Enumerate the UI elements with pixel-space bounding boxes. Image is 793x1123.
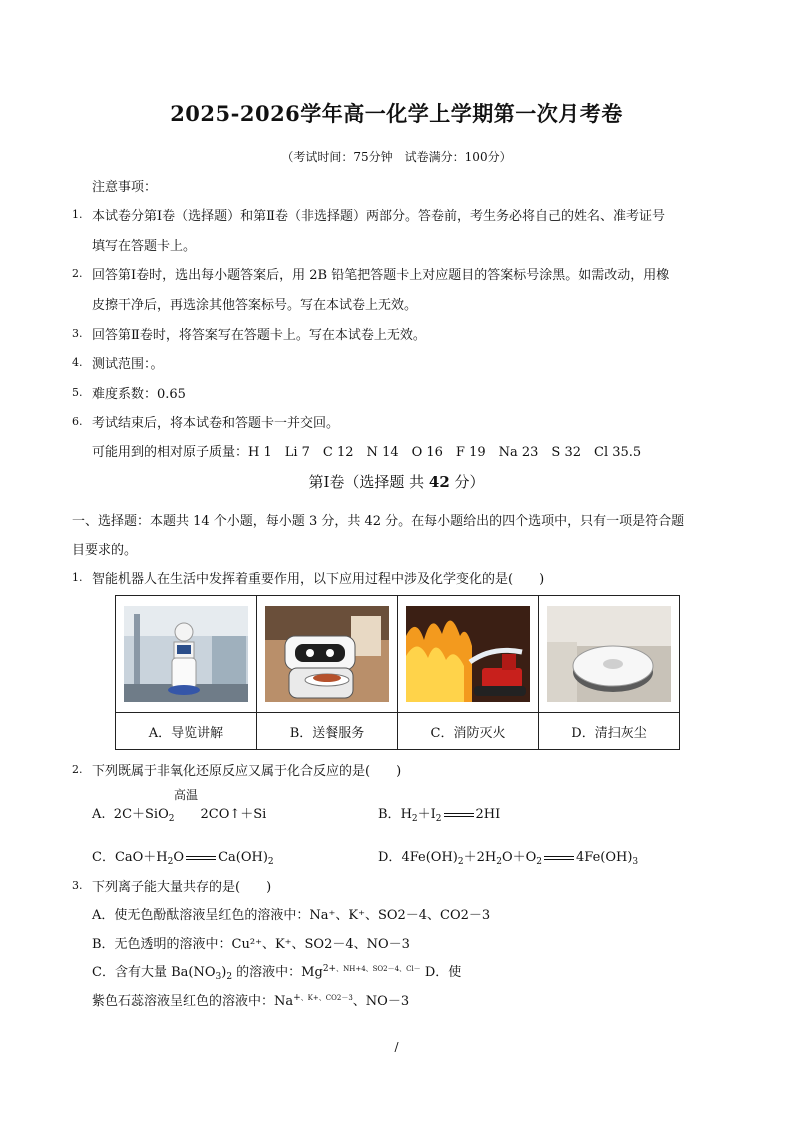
subscript: 2 bbox=[435, 814, 442, 824]
equation-text: 4Fe(OH) bbox=[401, 850, 458, 865]
notice-text: 考试结束后，将本试卷和答题卡一并交回。 bbox=[92, 416, 340, 431]
notice-number: 4. bbox=[72, 356, 83, 369]
q3-option-b: B．无色透明的溶液中：Cu²⁺、K⁺、SO2－4、NO－3 bbox=[92, 937, 410, 952]
delivery-robot-picture bbox=[265, 606, 389, 702]
section-score: 42 bbox=[428, 473, 450, 491]
equation-text: CaO＋H bbox=[114, 850, 168, 865]
notice-text: 皮擦干净后，再选涂其他答案标号。写在本试卷上无效。 bbox=[92, 298, 418, 313]
equation-text: H bbox=[400, 807, 412, 822]
notice-text: 填写在答题卡上。 bbox=[92, 239, 197, 254]
sweeping-robot-picture bbox=[547, 606, 671, 702]
section-title-suffix: 分） bbox=[449, 473, 485, 491]
atomic-masses: 可能用到的相对原子质量：H 1 Li 7 C 12 N 14 O 16 F 19 Na 23 S 32 Cl 35.5 bbox=[92, 445, 642, 460]
equation-text: O bbox=[173, 850, 185, 865]
subscript: 2 bbox=[496, 857, 502, 867]
equation-right: 2CO↑＋Si bbox=[200, 807, 267, 822]
q3-option-d bbox=[92, 990, 409, 1009]
equation-left: 2C＋SiO bbox=[113, 807, 169, 822]
superscript: 2+ bbox=[322, 964, 337, 974]
option-text: 紫色石蕊溶液呈红色的溶液中：Na bbox=[92, 994, 294, 1009]
option-text: C．含有大量 Ba(NO bbox=[92, 965, 216, 980]
equals-sign bbox=[444, 813, 474, 817]
page-footer: / bbox=[394, 1040, 399, 1054]
option-a-image bbox=[116, 596, 257, 713]
option-label: B． bbox=[378, 807, 401, 822]
subscript: 2 bbox=[411, 814, 418, 824]
option-label: C． bbox=[92, 850, 115, 865]
option-b-caption: B．送餐服务 bbox=[257, 713, 398, 750]
superscript: + bbox=[293, 993, 301, 1003]
option-label: D． bbox=[378, 850, 402, 865]
notice-text: 测试范围：。 bbox=[92, 357, 164, 372]
option-text: D．使 bbox=[420, 965, 462, 980]
part-one-instructions: 一、选择题：本题共 14 个小题，每小题 3 分，共 42 分。在每小题给出的四个选项中，只有一项是符合题 bbox=[72, 514, 685, 529]
equation-text: O＋O bbox=[501, 850, 537, 865]
notice-number: 1. bbox=[72, 208, 83, 221]
small-ion-text: 、K+、CO2－3 bbox=[300, 994, 353, 1002]
option-b-image bbox=[257, 596, 398, 713]
question-stem: 下列既属于非氧化还原反应又属于化合反应的是( ) bbox=[92, 764, 402, 779]
firefighting-robot-picture bbox=[406, 606, 530, 702]
equation-text: ＋I bbox=[417, 807, 436, 822]
notice-text: 回答第Ⅰ卷时，选出每小题答案后，用 2B 铅笔把答题卡上对应题目的答案标号涂黑。如需改动，用橡 bbox=[92, 268, 670, 283]
option-text: 、NO－3 bbox=[352, 994, 410, 1009]
subscript: 2 bbox=[457, 857, 464, 867]
guide-robot-picture bbox=[124, 606, 248, 702]
equation-product: Ca(OH) bbox=[218, 850, 268, 865]
notice-heading: 注意事项： bbox=[92, 180, 158, 195]
q2-option-c bbox=[92, 846, 274, 867]
part-one-instructions: 目要求的。 bbox=[72, 543, 138, 558]
option-c-caption: C．消防灭火 bbox=[398, 713, 539, 750]
subscript: 2 bbox=[168, 814, 175, 824]
equals-sign bbox=[544, 856, 574, 860]
question-number: 2. bbox=[72, 763, 83, 776]
q2-option-b bbox=[378, 803, 500, 824]
question-number: 1. bbox=[72, 571, 83, 584]
notice-text: 回答第Ⅱ卷时，将答案写在答题卡上。写在本试卷上无效。 bbox=[92, 328, 426, 343]
question-number: 3. bbox=[72, 879, 83, 892]
subscript: 3 bbox=[632, 857, 639, 867]
q2-option-a bbox=[92, 803, 266, 824]
option-a-caption: A．导览讲解 bbox=[116, 713, 257, 750]
equation-text: ＋2H bbox=[463, 850, 497, 865]
exam-subtitle: （考试时间：75分钟 试卷满分：100分） bbox=[281, 150, 512, 164]
q1-image-table bbox=[115, 595, 680, 750]
question-stem: 智能机器人在生活中发挥着重要作用，以下应用过程中涉及化学变化的是( ) bbox=[92, 572, 545, 587]
q2-option-d bbox=[378, 846, 638, 867]
equation-product: 4Fe(OH) bbox=[576, 850, 633, 865]
notice-number: 3. bbox=[72, 327, 83, 340]
section-title bbox=[0, 471, 793, 492]
notice-number: 6. bbox=[72, 415, 83, 428]
reaction-condition: 高温 bbox=[174, 788, 199, 802]
notice-number: 5. bbox=[72, 386, 83, 399]
q3-option-a: A．使无色酚酞溶液呈红色的溶液中：Na⁺、K⁺、SO2－4、CO2－3 bbox=[92, 908, 491, 923]
option-label: A. bbox=[92, 807, 106, 822]
equation-product: 2HI bbox=[475, 807, 501, 822]
subscript: 2 bbox=[536, 857, 542, 867]
option-text: 的溶液中：Mg bbox=[232, 965, 323, 980]
subscript: 2 bbox=[267, 857, 274, 867]
notice-text: 难度系数：0.65 bbox=[92, 387, 186, 402]
exam-title: 2025-2026学年高一化学上学期第一次月考卷 bbox=[170, 101, 623, 126]
question-stem: 下列离子能大量共存的是( ) bbox=[92, 880, 272, 895]
small-ion-text: 、NH+4、SO2－4、Cl－ bbox=[336, 965, 421, 973]
subscript: 3 bbox=[215, 972, 222, 982]
section-title-prefix: 第Ⅰ卷（选择题 共 bbox=[308, 473, 429, 491]
option-c-image bbox=[398, 596, 539, 713]
equals-sign bbox=[186, 856, 216, 860]
q3-option-c bbox=[92, 961, 461, 982]
subscript: 2 bbox=[167, 857, 174, 867]
option-d-caption: D．清扫灰尘 bbox=[539, 713, 680, 750]
subscript: 2 bbox=[226, 972, 233, 982]
option-d-image bbox=[539, 596, 680, 713]
notice-number: 2. bbox=[72, 267, 83, 280]
option-text: ) bbox=[221, 965, 227, 980]
notice-text: 本试卷分第Ⅰ卷（选择题）和第Ⅱ卷（非选择题）两部分。答卷前，考生务必将自己的姓名、准考证号 bbox=[92, 209, 665, 224]
